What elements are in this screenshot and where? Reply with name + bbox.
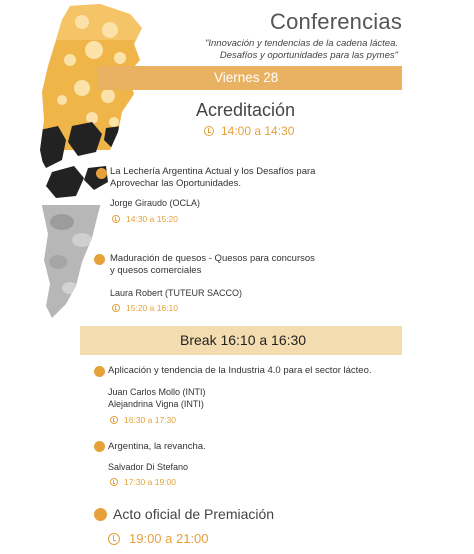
talk-speaker: Salvador Di Stefano	[108, 462, 189, 472]
bullet-dot-icon	[94, 441, 105, 452]
bullet-dot-icon	[94, 366, 105, 377]
clock-icon	[110, 478, 118, 486]
clock-icon	[112, 215, 120, 223]
accreditation-time	[204, 124, 294, 138]
argentina-map-illustration	[22, 0, 152, 330]
closing-time	[108, 531, 209, 546]
bullet-dot-icon	[94, 508, 107, 521]
bullet-dot-icon	[96, 168, 107, 179]
talk-title: Aplicación y tendencia de la Industria 4.0 para el sector lácteo.	[108, 365, 372, 376]
talk-time-text: 15:20 a 16:10	[126, 303, 178, 313]
talk-speaker: Jorge Giraudo (OCLA)	[110, 198, 201, 208]
day-label: Viernes 28	[214, 70, 279, 85]
talk-time	[110, 477, 176, 487]
talk-time-text: 16:30 a 17:30	[124, 415, 176, 425]
clock-icon	[112, 304, 120, 312]
talk-time-text: 14:30 a 15:20	[126, 214, 178, 224]
talk-title	[110, 253, 315, 277]
clock-icon	[108, 533, 120, 545]
event-subtitle	[150, 38, 398, 62]
talk-time	[112, 303, 178, 313]
page-title: Conferencias	[270, 9, 403, 34]
talk-title: Argentina, la revancha.	[108, 441, 206, 452]
talk-speaker: Juan Carlos Mollo (INTI)	[108, 387, 206, 397]
clock-icon	[204, 126, 214, 136]
accreditation-time-text: 14:00 a 14:30	[221, 124, 295, 138]
talk-speaker: Laura Robert (TUTEUR SACCO)	[110, 288, 243, 298]
subtitle-line-1: "Innovación y tendencias de la cadena láctea.	[205, 38, 398, 49]
talk-time	[110, 415, 176, 425]
talk-title-line: y quesos comerciales	[110, 265, 202, 276]
talk-title-line: La Lechería Argentina Actual y los Desafíos para	[110, 166, 316, 177]
talk-title-line: Aprovechar las Oportunidades.	[110, 178, 241, 189]
subtitle-line-2: Desafíos y oportunidades para las pymes"	[219, 50, 398, 61]
closing-time-text: 19:00 a 21:00	[129, 531, 209, 546]
clock-icon	[110, 416, 118, 424]
accreditation-title: Acreditación	[196, 100, 296, 120]
talk-time-text: 17:30 a 19:00	[124, 477, 176, 487]
talk-title	[110, 166, 315, 190]
talk-time	[112, 214, 178, 224]
break-label: Break 16:10 a 16:30	[180, 332, 307, 348]
talk-title-line: Maduración de quesos - Quesos para concursos	[110, 253, 315, 264]
bullet-dot-icon	[94, 254, 105, 265]
closing-title: Acto oficial de Premiación	[113, 506, 275, 522]
talk-speaker: Alejandrina Vigna (INTI)	[108, 399, 204, 409]
